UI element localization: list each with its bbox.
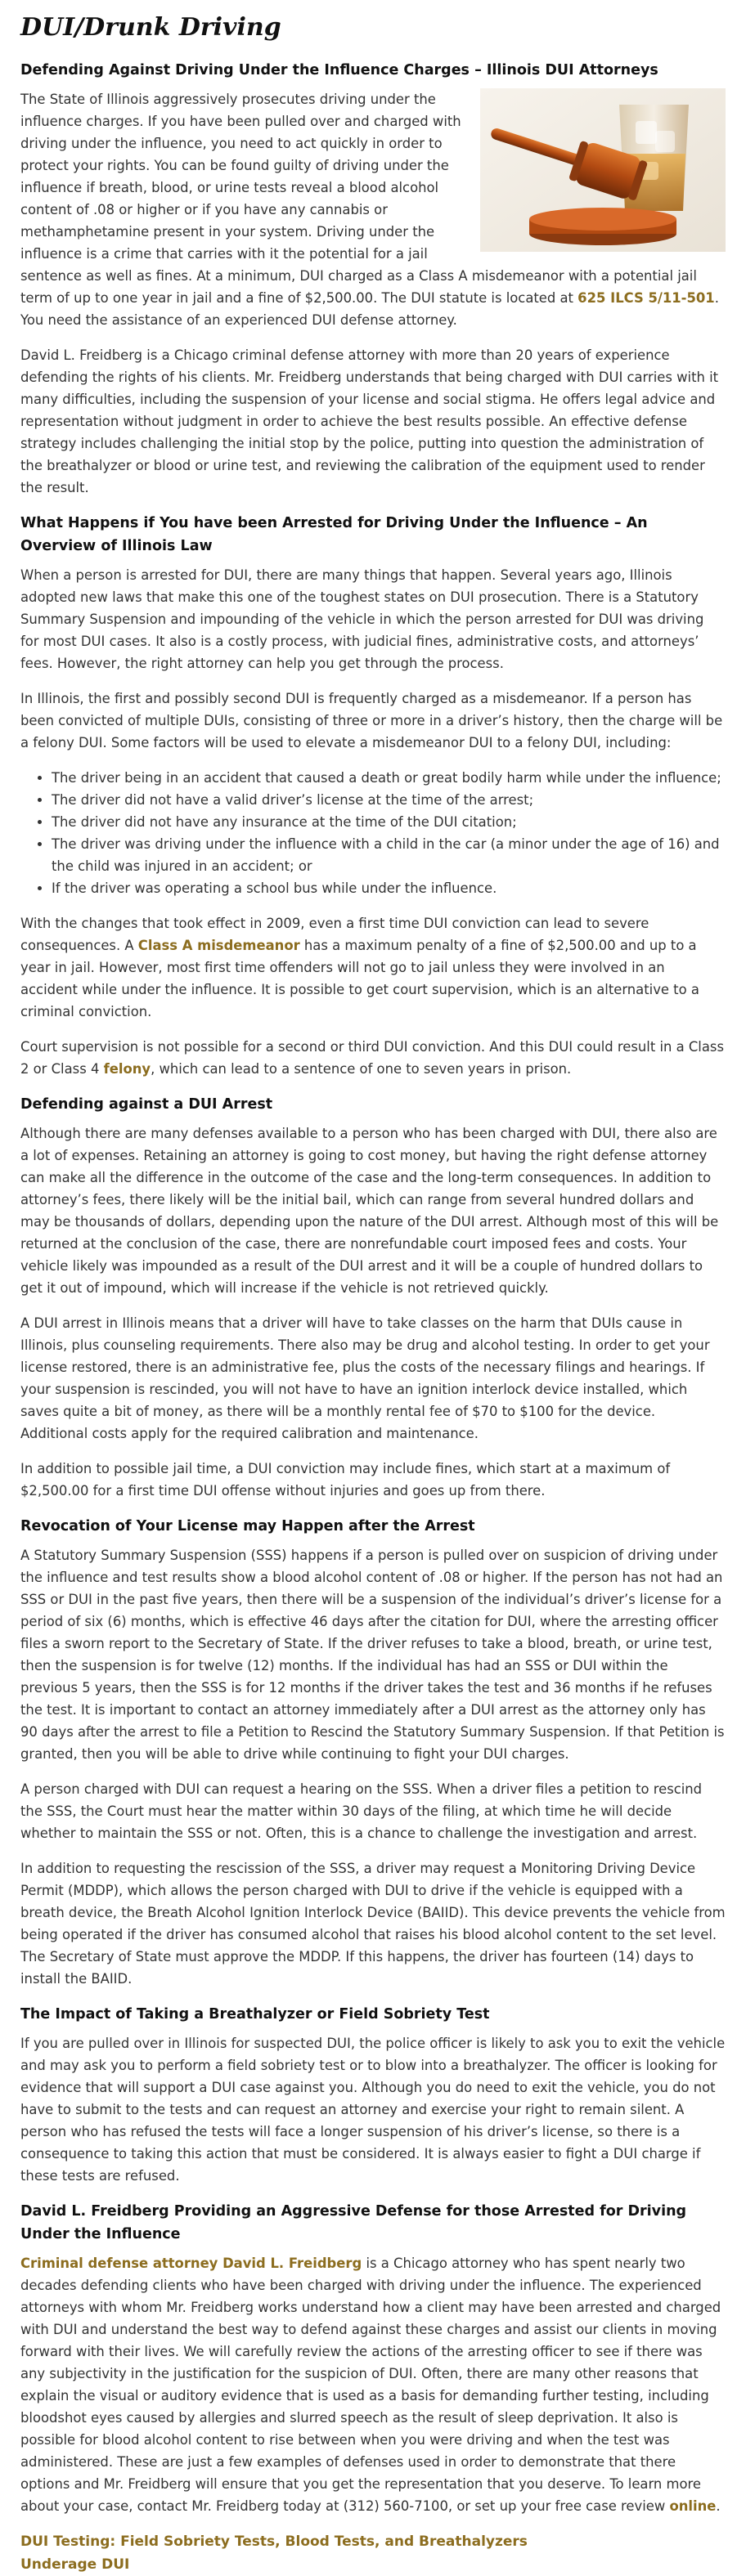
list-item: • If the driver was operating a school bus while under the influence.: [52, 877, 726, 899]
list-item: • The driver did not have any insurance at the time of the DUI citation;: [52, 811, 726, 833]
section-heading: Revocation of Your License may Happen after the Arrest: [20, 1518, 475, 1534]
section-heading: The Impact of Taking a Breathalyzer or Field Sobriety Test: [20, 2006, 490, 2023]
paragraph: [20, 912, 726, 1023]
paragraph: In addition to possible jail time, a DUI conviction may include fines, which start at a maximum of $2,500.00 for a first time DUI offense without injuries and goes up from there.: [20, 1461, 671, 1499]
section-heading: What Happens if You have been Arrested for Driving Under the Influence – An Overview of Illinois Law: [20, 515, 648, 554]
related-link-underage-dui[interactable]: Underage DUI: [20, 2556, 130, 2573]
statute-link[interactable]: 625 ILCS 5/11-501: [577, 290, 715, 306]
section-defending-dui: [20, 59, 726, 499]
section-license-revocation: [20, 1515, 726, 1990]
gavel-and-whiskey-photo: [480, 88, 726, 252]
text: is a Chicago attorney who has spent nearly two decades defending clients who have been charged with driving under the influence. The experienced attorneys with whom Mr. Freidberg works understand how a client may have been arrested and charged with DUI and understand the best way to defend against these charges and assist our clients in moving forward with their lives. We will carefully review the actions of the arresting officer to see if there was any subjectivity in the justification for the suspicion of DUI. Often, there are many other reasons that explain the visual or auditory evidence that is used as a basis for demanding further testing, including bloodshot eyes caused by allergies and slurred speech as the result of sleep deprivation. It also is possible for blood alcohol content to rise between when you were driving and when the test was administered. These are just a few examples of defenses used in order to demonstrate that there options and Mr. Freidberg will ensure that you get the representation that you deserve. To learn more about your case, contact Mr. Freidberg today at (312) 560-7100, or set up your free case review: [20, 2256, 721, 2514]
paragraph: If you are pulled over in Illinois for suspected DUI, the police officer is likely to ask you to exit the vehicle and may ask you to perform a field sobriety test or to blow into a breathalyzer. The officer is looking for evidence that will support a DUI case against you. Although you do need to exit the vehicle, you do not have to submit to the tests and can request an attorney and exercise your right to remain silent. A person who has refused the tests will face a longer suspension of his driver’s license, so there is a consequence to taking this action that must be considered. It is always easier to fight a DUI charge if these tests are refused.: [20, 2036, 726, 2184]
section-defending-arrest: [20, 1093, 726, 1502]
paragraph: In addition to requesting the rescission of the SSS, a driver may request a Monitoring Driving Device Permit (MDDP), which allows the person charged with DUI to drive if the vehicle is equipped with a breath device, the Breath Alcohol Ignition Interlock Device (BAIID). This device prevents the vehicle from being operated if the driver has consumed alcohol that raises his blood alcohol content to the set level. The Secretary of State must approve the MDDP. If this happens, the driver has fourteen (14) days to install the BAIID.: [20, 1861, 726, 1987]
section-breathalyzer-impact: [20, 2003, 726, 2187]
list-item: • The driver was driving under the influence with a child in the car (a minor under the age of 16) and the child was injured in an accident; or: [52, 833, 726, 877]
text: , which can lead to a sentence of one to seven years in prison.: [151, 1061, 572, 1077]
paragraph: David L. Freidberg is a Chicago criminal defense attorney with more than 20 years of experience defending the rights of his clients. Mr. Freidberg understands that being charged with DUI carries with it many difficulties, including the suspension of your license and social stigma. He offers legal advice and representation without judgment in order to achieve the best results possible. An effective defense strategy includes challenging the initial stop by the police, putting into question the administration of the breathalyzer or blood or urine test, and reviewing the calibration of the equipment used to render the result.: [20, 347, 719, 495]
paragraph: A DUI arrest in Illinois means that a driver will have to take classes on the harm that DUIs cause in Illinois, plus counseling requirements. There also may be drug and alcohol testing. In order to get your license restored, there is an administrative fee, plus the costs of the necessary filings and hearings. If your suspension is rescinded, you will not have to have an ignition interlock device installed, which saves quite a bit of money, as there will be a monthly rental fee of $70 to $100 for the device. Additional costs apply for the required calibration and maintenance.: [20, 1315, 710, 1441]
text: . You need the assistance of an experienced DUI defense attorney.: [20, 290, 719, 328]
paragraph: A Statutory Summary Suspension (SSS) happens if a person is pulled over on suspicion of driving under the influence and test results show a blood alcohol content of .08 or higher. If the person has not had an SSS or DUI in the past five years, then there will be a suspension of the individual’s driver’s license for a period of six (6) months, which is effective 46 days after the citation for DUI, where the arresting officer files a sworn report to the Secretary of State. If the driver refuses to take a blood, breath, or urine test, then the suspension is for twelve (12) months. If the individual has had an SSS or DUI within the previous 5 years, then the SSS is for 12 months if the driver takes the test and 36 months if he refuses the test. It is important to contact an attorney immediately after a DUI arrest as the attorney only has 90 days after the arrest to file a Petition to Rescind the Statutory Summary Suspension. If that Petition is granted, then you will be able to drive while continuing to fight your DUI charges.: [20, 1548, 725, 1762]
page-title: DUI/Drunk Driving: [20, 13, 281, 42]
felony-factors-list: [52, 767, 726, 899]
related-links: [20, 2530, 726, 2576]
section-heading: Defending against a DUI Arrest: [20, 1096, 273, 1113]
section-heading: Defending Against Driving Under the Influence Charges – Illinois DUI Attorneys: [20, 62, 658, 78]
text: .: [716, 2498, 721, 2514]
text: has a maximum penalty of a fine of $2,500.00 and up to a year in jail. However, most first time offenders will not go to jail unless they were involved in an accident while under the influence. It is possible to get court supervision, which is an alternative to a criminal conviction.: [20, 938, 699, 1019]
section-arrest-overview: [20, 512, 726, 1080]
list-item: • The driver did not have a valid driver’s license at the time of the arrest;: [52, 789, 726, 811]
felony-link[interactable]: felony: [103, 1061, 151, 1077]
gavel-icon: [480, 88, 726, 252]
list-item: • The driver being in an accident that caused a death or great bodily harm while under the influence;: [52, 767, 726, 789]
paragraph: [20, 1036, 726, 1080]
paragraph: Although there are many defenses available to a person who has been charged with DUI, there also are a lot of expenses. Retaining an attorney is going to cost money, but having the right defense attorney can make all the difference in the outcome of the case and the long-term consequences. In addition to attorney’s fees, there likely will be the initial bail, which can range from several hundred dollars and may be thousands of dollars, depending upon the nature of the DUI arrest. Although most of this will be returned at the conclusion of the case, there are nonrefundable court imposed fees and costs. Your vehicle likely was impounded as a result of the DUI arrest and it will be a couple of hundred dollars to get it out of impound, which will increase if the vehicle is not retrieved quickly.: [20, 1126, 719, 1296]
text: With the changes that took effect in 2009, even a first time DUI conviction can lead to severe consequences. A: [20, 916, 649, 953]
paragraph: A person charged with DUI can request a hearing on the SSS. When a driver files a petition to rescind the SSS, the Court must hear the matter within 30 days of the filing, at which time he will decide whether to maintain the SSS or not. Often, this is a chance to challenge the investigation and arrest.: [20, 1781, 703, 1841]
paragraph: When a person is arrested for DUI, there are many things that happen. Several years ago, Illinois adopted new laws that make this one of the toughest states on DUI prosecution. There is a Statutory Summary Suspension and impounding of the vehicle in which the person arrested for DUI was driving for most DUI cases. It also is a costly process, with judicial fines, administrative costs, and attorneys’ fees. However, the right attorney can help you get through the process.: [20, 567, 704, 671]
attorney-profile-link[interactable]: Criminal defense attorney David L. Freidberg: [20, 2256, 362, 2271]
paragraph: [20, 2252, 726, 2517]
section-aggressive-defense: [20, 2200, 726, 2517]
related-link-dui-testing[interactable]: DUI Testing: Field Sobriety Tests, Blood Tests, and Breathalyzers: [20, 2533, 528, 2550]
section-heading: David L. Freidberg Providing an Aggressive Defense for those Arrested for Driving Under the Influence: [20, 2203, 687, 2242]
text: The State of Illinois aggressively prosecutes driving under the influence charges. If you have been pulled over and charged with driving under the influence, you need to act quickly in order to protect your rights. You can be found guilty of driving under the influence if breath, blood, or urine tests reveal a blood alcohol content of .08 or higher or if you have any cannabis or methamphetamine present in your system. Driving under the influence is a crime that carries with it the potential for a jail sentence as well as fines. At a minimum, DUI charged as a Class A misdemeanor with a potential jail term of up to one year in jail and a fine of $2,500.00. The DUI statute is located at: [20, 92, 697, 306]
online-review-link[interactable]: online: [669, 2498, 717, 2514]
paragraph: In Illinois, the first and possibly second DUI is frequently charged as a misdemeanor. If a person has been convicted of multiple DUIs, consisting of three or more in a driver’s history, then the charge will be a felony DUI. Some factors will be used to elevate a misdemeanor DUI to a felony DUI, including:: [20, 691, 723, 750]
text: Court supervision is not possible for a second or third DUI conviction. And this DUI could result in a Class 2 or Class 4: [20, 1039, 724, 1077]
class-a-misdemeanor-link[interactable]: Class A misdemeanor: [137, 938, 300, 953]
